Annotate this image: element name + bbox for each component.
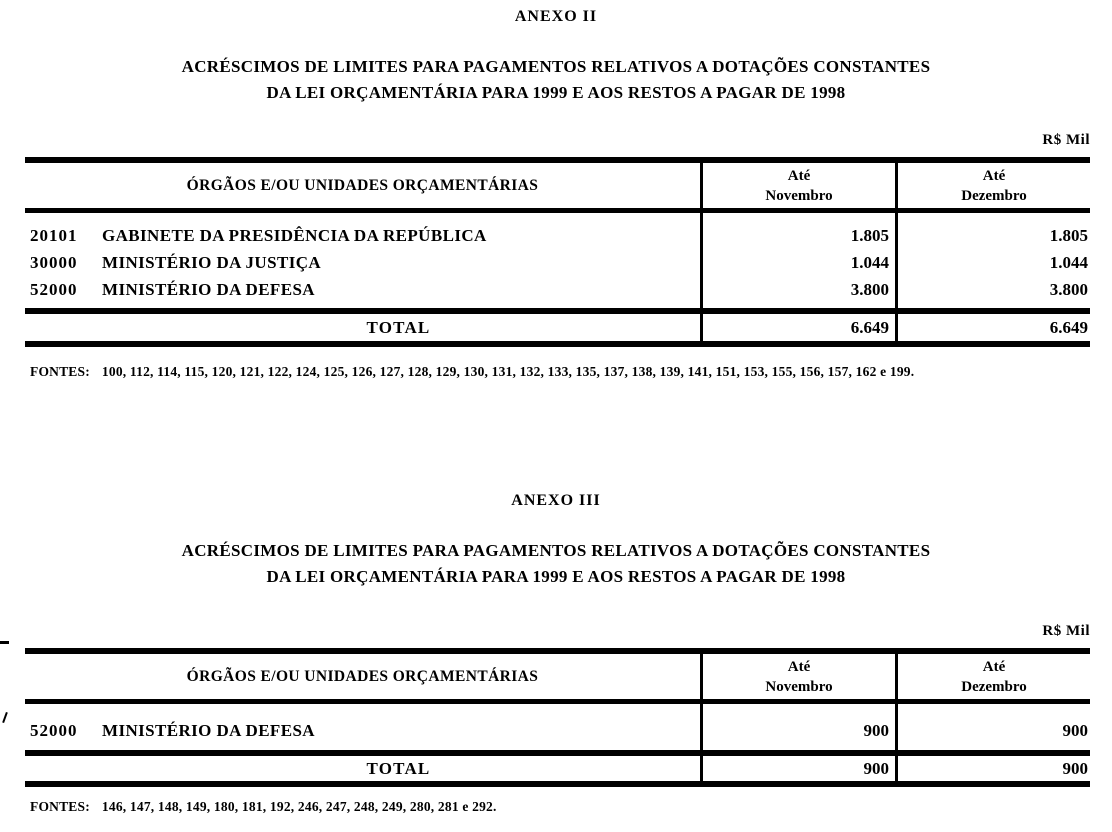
annex3-header-november: Até Novembro [700, 654, 895, 699]
total-december: 6.649 [895, 314, 1090, 341]
row-value-november: 3.800 [850, 280, 889, 299]
row-value-december: 1.805 [1049, 226, 1088, 245]
row-value-december: 900 [1062, 721, 1088, 740]
annex2-fontes-line [30, 364, 1105, 380]
total-label: TOTAL [366, 759, 431, 778]
scan-artifact-tick [2, 712, 8, 723]
row-code: 52000 [30, 280, 78, 299]
row-code: 30000 [30, 253, 78, 272]
annex2-table-header [25, 163, 1090, 213]
annex3-table-header [25, 654, 1090, 704]
annex3-fontes-line [30, 799, 1105, 815]
annex3-subtitle-line2: DA LEI ORÇAMENTÁRIA PARA 1999 E AOS RESTOS A PAGAR DE 1998 [266, 567, 846, 586]
row-name: MINISTÉRIO DA DEFESA [102, 721, 315, 740]
table-row [25, 222, 700, 249]
annex2-subtitle-line1: ACRÉSCIMOS DE LIMITES PARA PAGAMENTOS RELATIVOS A DOTAÇÕES CONSTANTES [181, 57, 931, 76]
annex2-header-november: Até Novembro [700, 163, 895, 208]
annex2-organ-column [25, 213, 700, 308]
row-value-november: 1.044 [850, 253, 889, 272]
row-value-november: 900 [863, 721, 889, 740]
annex2-november-column [700, 213, 895, 308]
row-name: MINISTÉRIO DA JUSTIÇA [102, 253, 322, 272]
annex2-subtitle [0, 54, 1112, 106]
fontes-label: FONTES: [30, 799, 90, 814]
annex3-total-row [25, 756, 1090, 781]
annex3-subtitle-line1: ACRÉSCIMOS DE LIMITES PARA PAGAMENTOS RELATIVOS A DOTAÇÕES CONSTANTES [181, 541, 931, 560]
annex2-header-december: Até Dezembro [895, 163, 1090, 208]
annex3-december-column [895, 704, 1090, 750]
total-label: TOTAL [366, 318, 431, 337]
row-name: MINISTÉRIO DA DEFESA [102, 280, 315, 299]
annex2-unit-label: R$ Mil [1042, 132, 1090, 148]
annex2-title: ANEXO II [514, 8, 598, 25]
table-row [25, 717, 700, 744]
annex3-title: ANEXO III [511, 492, 601, 509]
total-november: 900 [700, 756, 895, 781]
annex3-november-column [700, 704, 895, 750]
row-value-december: 3.800 [1049, 280, 1088, 299]
annex3-subtitle [0, 538, 1112, 590]
row-value-november: 1.805 [850, 226, 889, 245]
annex3-unit-label: R$ Mil [1042, 623, 1090, 639]
annex2-table-body [25, 213, 1090, 314]
annex2-subtitle-line2: DA LEI ORÇAMENTÁRIA PARA 1999 E AOS RESTOS A PAGAR DE 1998 [266, 83, 846, 102]
table-row [25, 276, 700, 303]
row-name: GABINETE DA PRESIDÊNCIA DA REPÚBLICA [102, 226, 487, 245]
total-november: 6.649 [700, 314, 895, 341]
table-row [25, 249, 700, 276]
row-value-december: 1.044 [1049, 253, 1088, 272]
total-december: 900 [895, 756, 1090, 781]
annex3-header-december: Até Dezembro [895, 654, 1090, 699]
fontes-text: 100, 112, 114, 115, 120, 121, 122, 124, 125, 126, 127, 128, 129, 130, 131, 132, 133, 135, 137, 138, 139, 141, 151, 153, 155, 156, 157, 162 e 199. [101, 364, 915, 379]
row-code: 20101 [30, 226, 78, 245]
annex2-header-organs: ÓRGÃOS E/OU UNIDADES ORÇAMENTÁRIAS [186, 176, 539, 194]
row-code: 52000 [30, 721, 78, 740]
fontes-label: FONTES: [30, 364, 90, 379]
annex3-header-organs: ÓRGÃOS E/OU UNIDADES ORÇAMENTÁRIAS [186, 667, 539, 685]
annex2-total-row [25, 314, 1090, 341]
fontes-text: 146, 147, 148, 149, 180, 181, 192, 246, 247, 248, 249, 280, 281 e 292. [101, 799, 497, 814]
annex2-december-column [895, 213, 1090, 308]
annex3-organ-column [25, 704, 700, 750]
scan-artifact-dash [0, 641, 9, 644]
annex3-table-body [25, 704, 1090, 756]
annex2-table [25, 157, 1090, 347]
annex3-table [25, 648, 1090, 787]
